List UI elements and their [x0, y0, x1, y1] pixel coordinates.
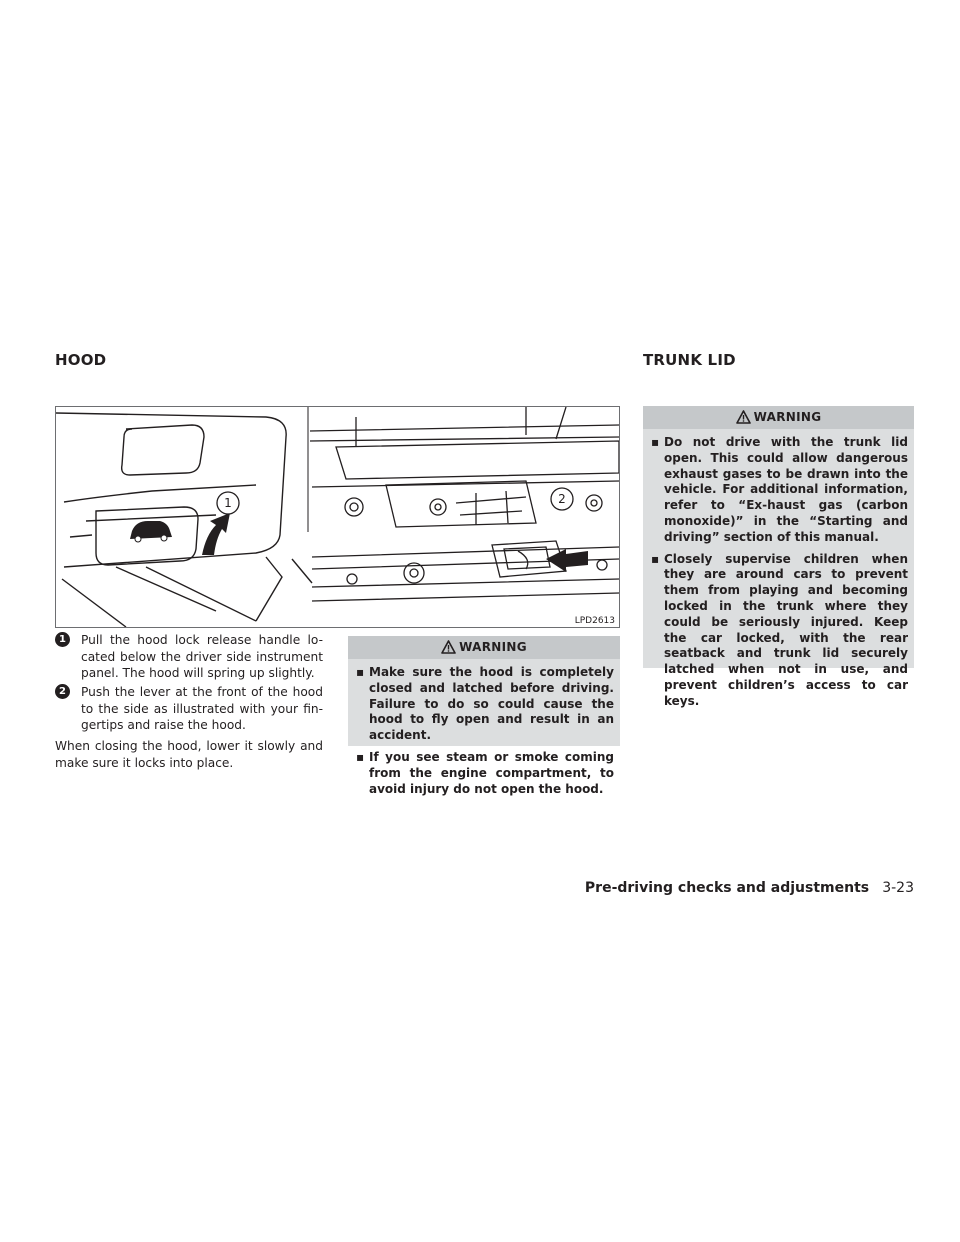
bullet-icon: ▪	[356, 749, 365, 764]
bullet-icon: ▪	[651, 435, 660, 449]
hood-release-illustration	[55, 406, 620, 628]
trunk-warning-item	[649, 552, 908, 710]
callout-1: 1	[224, 496, 232, 510]
page-footer	[560, 877, 914, 896]
hood-heading: HOOD	[55, 351, 107, 369]
hood-warning-title: WARNING	[459, 640, 527, 654]
trunk-warning-item-text: Closely supervise children when they are around cars to prevent them from playing and becoming locked in the trunk where they could be seriously injured. Keep the car locked, with the rear seatback and trunk lid securely latched when not in use, and prevent children’s access to car keys.	[664, 551, 908, 708]
hood-warning-box	[348, 636, 620, 796]
trunk-warning-title-bar	[643, 406, 914, 429]
trunk-warning-title: WARNING	[753, 410, 822, 424]
hood-step-2-text: Push the lever at the front of the hood to the side as illustrated with your fin-gertips and raise the hood.	[81, 685, 323, 733]
figure-code: LPD2613	[574, 616, 615, 626]
hood-warning-item	[354, 665, 614, 744]
trunk-warning-list	[643, 429, 914, 718]
step-number-1: 1	[55, 632, 70, 647]
step-number-2: 2	[55, 684, 70, 699]
hood-warning-list	[348, 659, 620, 805]
hood-warning-title-bar	[348, 636, 620, 659]
bullet-icon: ▪	[651, 551, 660, 566]
trunk-warning-box	[643, 406, 914, 708]
hood-warning-item	[354, 750, 614, 797]
footer-page-number: 3-23	[882, 880, 914, 896]
illustration-drawing	[56, 407, 619, 627]
hood-closing-paragraph: When closing the hood, lower it slowly and make sure it locks into place.	[55, 739, 323, 770]
callout-2: 2	[558, 492, 566, 506]
hood-step-2	[55, 684, 323, 734]
trunk-warning-item	[649, 435, 908, 546]
footer-section-title: Pre-driving checks and adjustments	[584, 880, 870, 896]
hood-warning-item-text: If you see steam or smoke coming from the engine compartment, to avoid injury do not open the hood.	[369, 749, 614, 796]
trunk-warning-item-text: Do not drive with the trunk lid open. This could allow dangerous exhaust gases to be drawn into the vehicle. For additional information, refer to “Ex-haust gas (carbon monoxide)” in the “Starting and driving” section of this manual.	[664, 435, 908, 544]
hood-warning-item-text: Make sure the hood is completely closed and latched before driving. Failure to do so could cause the hood to fly open and result in an accident.	[369, 665, 614, 743]
warning-triangle-icon	[441, 640, 456, 654]
warning-triangle-icon	[736, 410, 751, 424]
hood-step-1-text: Pull the hood lock release handle lo-cated below the driver side instrument panel. The hood will spring up slightly.	[81, 633, 323, 681]
trunk-lid-heading: TRUNK LID	[643, 351, 736, 369]
hood-step-1	[55, 632, 323, 682]
bullet-icon: ▪	[356, 665, 365, 679]
